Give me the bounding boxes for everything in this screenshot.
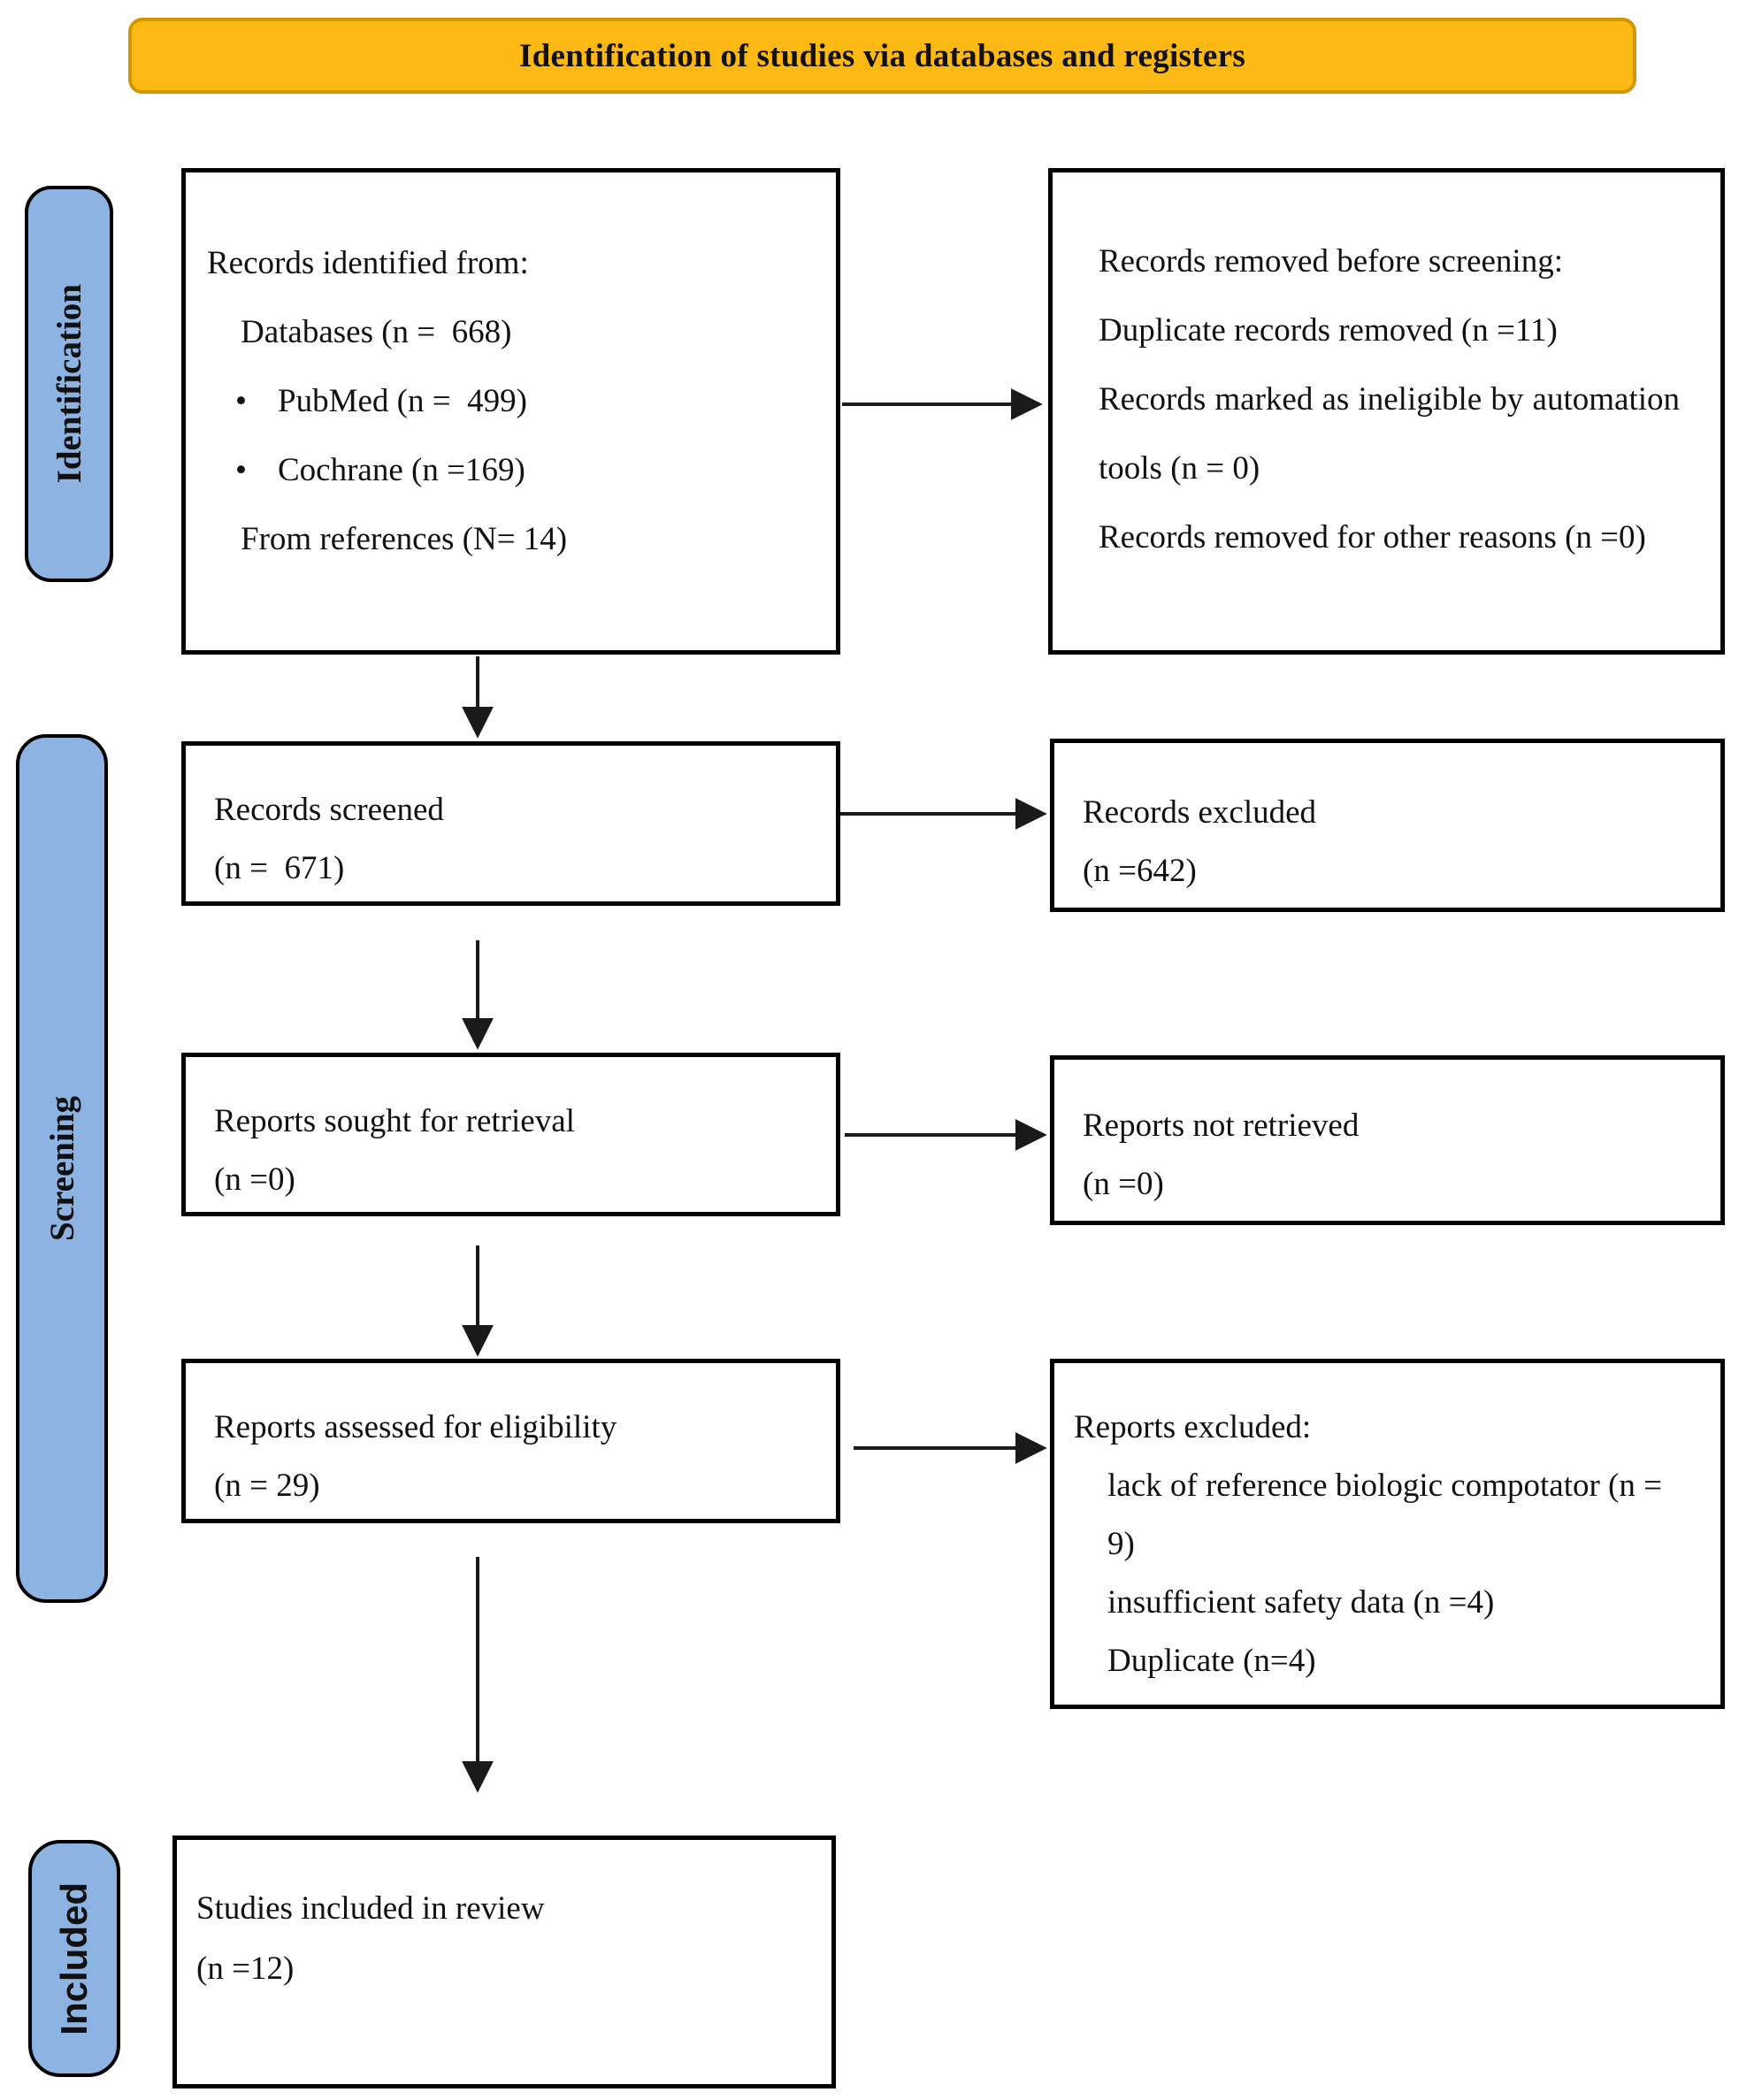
box-studies-included [172,1836,836,2089]
box-reports-assessed [181,1359,840,1523]
box-records-removed [1048,168,1725,655]
removed-item-other: Records removed for other reasons (n =0) [1099,519,1646,556]
box-title: Studies included in review [196,1890,545,1927]
references-line: From references (N= 14) [241,521,568,557]
box-records-identified [181,168,840,655]
box-title: Records screened [214,792,444,828]
removed-item-automation: Records marked as ineligible by automation tools (n = 0) [1099,381,1680,487]
bullet-icon: • [235,383,247,419]
box-title: Reports sought for retrieval [214,1103,575,1139]
databases-line: Databases (n = 668) [241,314,512,350]
bullet-item-cochrane [235,436,809,505]
box-title: Records excluded [1083,794,1317,831]
box-count: (n = 29) [214,1468,320,1504]
box-reports-sought [181,1053,840,1216]
box-count: (n =0) [214,1161,295,1198]
bullet-item-cochrane-text: Cochrane (n =169) [278,452,525,488]
box-reports-not-retrieved [1050,1055,1725,1225]
stage-label-identification-text: Identification [50,284,88,484]
removed-item-duplicates: Duplicate records removed (n =11) [1099,312,1558,349]
stage-label-screening-text: Screening [42,1096,81,1241]
box-records-screened [181,741,840,906]
box-title: Reports not retrieved [1083,1107,1360,1144]
bullet-item-pubmed [235,367,809,436]
bullet-icon: • [235,452,247,488]
box-title: Reports excluded: [1074,1409,1312,1445]
stage-label-included-text: Included [53,1882,95,2035]
box-reports-excluded [1050,1359,1725,1709]
box-title: Records identified from: [207,245,529,281]
bullet-item-pubmed-text: PubMed (n = 499) [278,383,527,419]
stage-label-included [28,1840,120,2077]
box-count: (n =12) [196,1951,295,1987]
excluded-item-comparator: lack of reference biologic compotator (n = 9) [1107,1468,1671,1562]
box-records-excluded [1050,739,1725,912]
box-title: Records removed before screening: [1099,243,1563,280]
banner-title: Identification of studies via databases and registers [128,18,1636,94]
box-count: (n =642) [1083,853,1197,889]
excluded-item-safety: insufficient safety data (n =4) [1107,1584,1495,1621]
box-title: Reports assessed for eligibility [214,1409,617,1445]
stage-label-screening [16,734,108,1603]
box-count: (n = 671) [214,850,345,886]
stage-label-identification [25,186,113,582]
box-count: (n =0) [1083,1166,1164,1202]
excluded-item-duplicate: Duplicate (n=4) [1107,1643,1316,1679]
